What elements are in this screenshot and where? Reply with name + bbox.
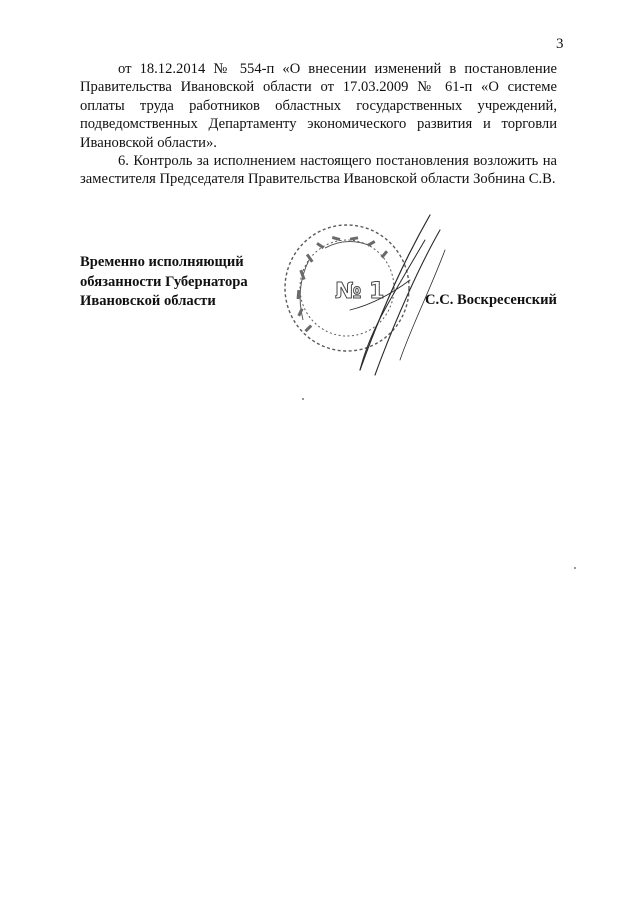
signer-title-line: обязанности Губернатора bbox=[80, 273, 248, 290]
paragraph-6: 6. Контроль за исполнением настоящего постановления возложить на заместителя Председателя Правительства Ивановской области Зобнина С.В. bbox=[80, 153, 557, 188]
page-number: 3 bbox=[556, 36, 564, 52]
paragraph-continuation: от 18.12.2014 № 554-п «О внесении изменений в постановление Правительства Ивановской области от 17.03.2009 № 61-п «О системе оплаты труда работников областных государственных учреждений, подведомственных Департаменту экономического развития и торговли Ивановской области». bbox=[80, 61, 557, 151]
stamp-number: № 1 bbox=[335, 279, 385, 304]
document-body bbox=[80, 60, 557, 189]
signer-title bbox=[80, 253, 248, 312]
scan-speck bbox=[302, 398, 304, 400]
signer-title-line: Временно исполняющий bbox=[80, 254, 244, 270]
signer-title-line: Ивановской области bbox=[80, 293, 216, 309]
scan-speck bbox=[574, 567, 576, 569]
signer-name: С.С. Воскресенский bbox=[425, 292, 557, 308]
